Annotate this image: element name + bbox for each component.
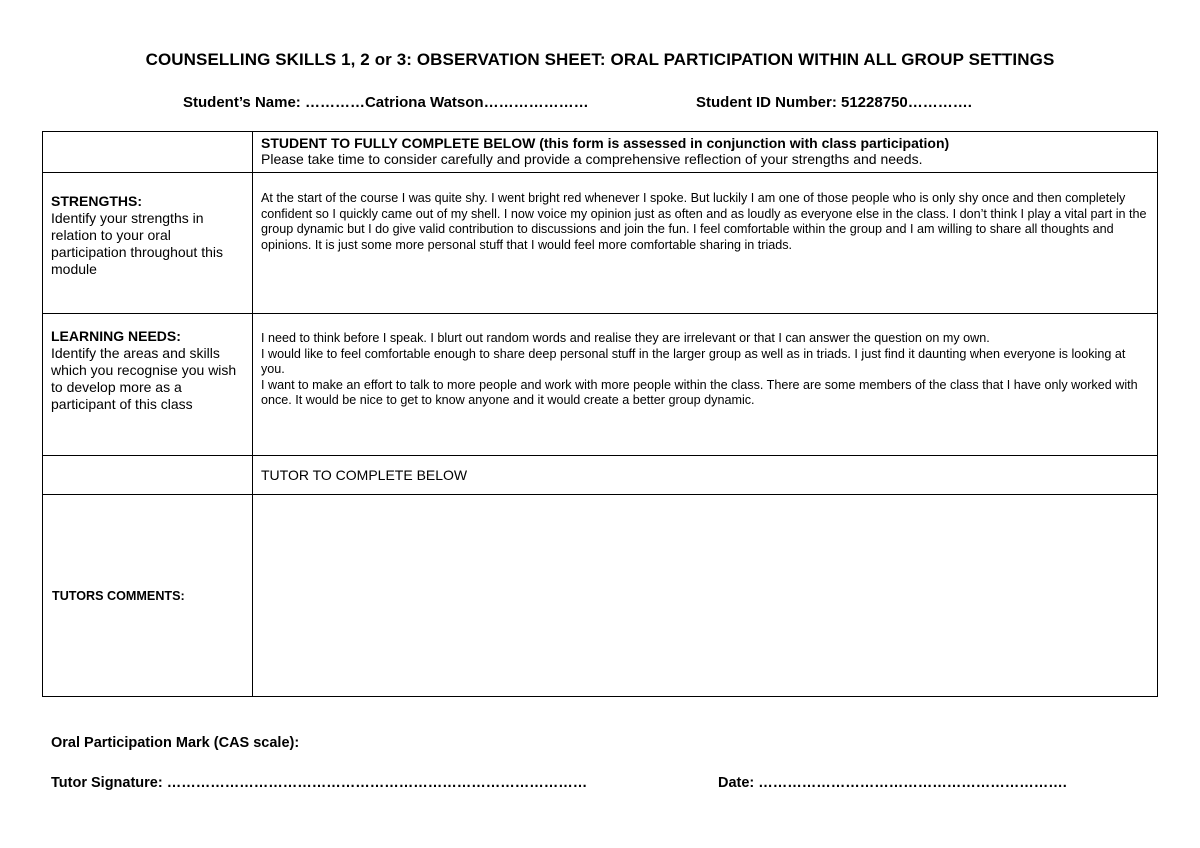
learning-needs-row <box>43 314 1158 456</box>
student-name-field: Student’s Name: …………Catriona Watson………………… <box>183 94 589 111</box>
learning-needs-description: Identify the areas and skills which you recognise you wish to develop more as a participant of this class <box>51 345 237 412</box>
tutor-comments-label: TUTORS COMMENTS: <box>43 495 253 697</box>
strengths-description: Identify your strengths in relation to your oral participation throughout this module <box>51 210 223 277</box>
student-header-cell <box>253 132 1158 173</box>
strengths-label: STRENGTHS: <box>51 193 142 209</box>
page-title: COUNSELLING SKILLS 1, 2 or 3: OBSERVATION SHEET: ORAL PARTICIPATION WITHIN ALL GROUP SETTINGS <box>145 50 1055 69</box>
strengths-label-cell <box>43 173 253 314</box>
learning-needs-response-cell[interactable] <box>253 314 1158 456</box>
strengths-response-cell[interactable] <box>253 173 1158 314</box>
tutor-comments-field[interactable] <box>253 495 1158 697</box>
learning-needs-label-cell <box>43 314 253 456</box>
date-field: Date: ………………………………………………………. <box>718 775 1067 791</box>
student-header-note: Please take time to consider carefully and provide a comprehensive reflection of your strengths and needs. <box>261 151 923 167</box>
observation-table <box>42 131 1158 697</box>
strengths-row <box>43 173 1158 314</box>
oral-participation-mark-label: Oral Participation Mark (CAS scale): <box>51 735 300 751</box>
learning-needs-response-3: I want to make an effort to talk to more people and work with more people within the class. There are some members of the class that I have only worked with once. It would be nice to get to know anyone and it would create a better group dynamic. <box>261 377 1138 407</box>
tutor-signature-field: Tutor Signature: …………………………………………………………………………… <box>51 775 588 791</box>
empty-header-cell <box>43 132 253 173</box>
student-header-row <box>43 132 1158 173</box>
tutor-header: TUTOR TO COMPLETE BELOW <box>253 456 1158 495</box>
learning-needs-response-2: I would like to feel comfortable enough to share deep personal stuff in the larger group as well as in triads. I just find it daunting when everyone is looking at you. <box>261 346 1126 376</box>
learning-needs-response-1: I need to think before I speak. I blurt out random words and realise they are irrelevant or that I can answer the question on my own. <box>261 331 990 345</box>
tutor-header-row <box>43 456 1158 495</box>
learning-needs-label: LEARNING NEEDS: <box>51 328 181 344</box>
student-header-title: STUDENT TO FULLY COMPLETE BELOW (this form is assessed in conjunction with class participation) <box>261 135 950 151</box>
empty-tutor-header-cell <box>43 456 253 495</box>
student-id-field: Student ID Number: 51228750…………. <box>696 94 972 111</box>
tutor-comments-row <box>43 495 1158 697</box>
strengths-response: At the start of the course I was quite shy. I went bright red whenever I spoke. But luckily I am one of those people who is only shy once and then completely confident so I quickly came out of my shell. I now voice my opinion just as often and as loudly as everyone else in the class. I don’t think I play a vital part in the group dynamic but I do give valid contribution to discussions and join the fun. I feel comfortable within the group and I am willing to share all thoughts and opinions. It is just some more personal stuff that I would feel more comfortable sharing in triads. <box>261 191 1147 252</box>
